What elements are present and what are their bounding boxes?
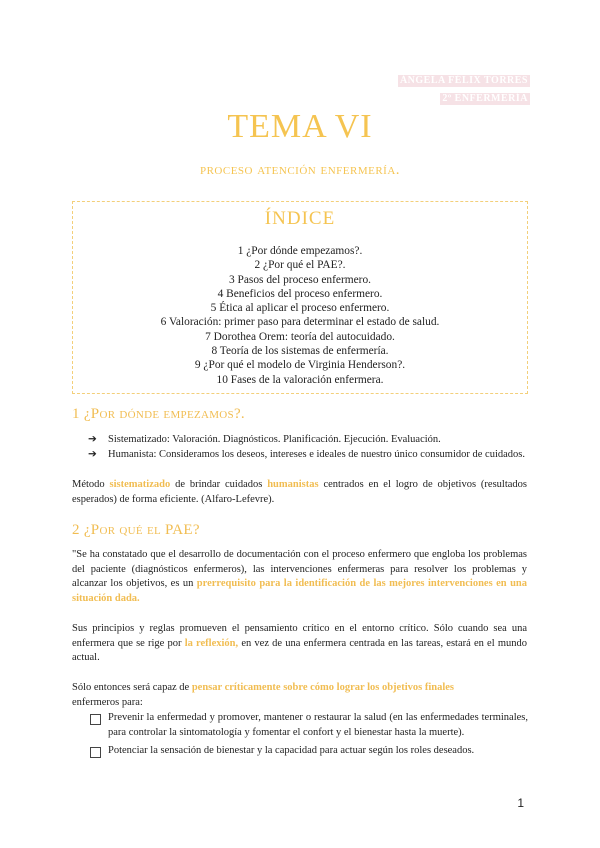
index-item: 7 Dorothea Orem: teoría del autocuidado. (205, 330, 395, 343)
index-item: 6 Valoración: primer paso para determinar el estado de salud. (160, 316, 440, 329)
text-run: enfermeros para: (72, 696, 143, 708)
highlight-text: humanistas (267, 479, 319, 490)
section-1-heading: 1 ¿Por dónde empezamos?. (72, 406, 245, 422)
author-block (398, 70, 530, 106)
list-item (90, 711, 528, 740)
index-item: 9 ¿Por qué el modelo de Virginia Henderson?. (194, 359, 406, 372)
text-run: en vez de una enfermera centrada en las tareas, estará en el mundo actual. (72, 637, 527, 663)
section-2-heading: 2 ¿Por qué el PAE? (72, 522, 200, 538)
list-item (90, 744, 528, 759)
index-item: 10 Fases de la valoración enfermera. (216, 373, 384, 386)
text-run: de brindar cuidados (170, 479, 268, 490)
index-heading: ÍNDICE (264, 208, 336, 229)
highlight-text: la reflexión, (184, 637, 239, 649)
page-number: 1 (517, 796, 524, 810)
list-item (88, 448, 528, 462)
section-2-checklist (90, 711, 528, 763)
section-2-paragraph-2 (72, 622, 527, 666)
arrow-icon: ➔ (88, 449, 97, 460)
bullet-text: Humanista: Consideramos los deseos, intereses e ideales de nuestro único consumidor de cuidados. (108, 449, 525, 460)
author-name: ÁNGELA FÉLIX TORRES (399, 75, 528, 86)
check-text: Prevenir la enfermedad y promover, mantener o restaurar la salud (en las enfermedades terminales, para controlar la sintomatología y fomentar el confort y el bienestar hasta la muerte). (108, 712, 528, 738)
author-course: 2º ENFERMERÍA (442, 93, 528, 104)
index-item: 4 Beneficios del proceso enfermero. (217, 287, 383, 300)
index-list (73, 244, 527, 387)
list-item (88, 433, 528, 447)
index-item: 8 Teoría de los sistemas de enfermería. (211, 345, 389, 358)
check-text: Potenciar la sensación de bienestar y la capacidad para actuar según los roles deseados. (108, 745, 475, 756)
index-box (72, 201, 528, 394)
section-2-paragraph-1 (72, 548, 527, 606)
index-item: 3 Pasos del proceso enfermero. (228, 273, 372, 286)
section-2-paragraph-3 (72, 681, 527, 710)
highlight-text: sistematizado (109, 479, 171, 490)
page-title: TEMA VI (227, 108, 373, 145)
section-1-paragraph (72, 478, 527, 507)
highlight-text: prerrequisito para la identificación de las mejores intervenciones en una situación dada. (72, 578, 527, 604)
checkbox-icon (90, 714, 101, 725)
index-item: 2 ¿Por qué el PAE?. (254, 259, 346, 272)
text-run: Método (72, 479, 110, 490)
arrow-icon: ➔ (88, 434, 97, 445)
bullet-text: Sistematizado: Valoración. Diagnósticos. Planificación. Ejecución. Evaluación. (108, 434, 441, 445)
page-subtitle: proceso atención enfermería. (199, 162, 401, 178)
text-run: Sólo entonces será capaz de (72, 682, 192, 693)
index-item: 1 ¿Por dónde empezamos?. (237, 245, 363, 257)
text-run: centrados en el logro de objetivos (resultados esperados) de forma eficiente. (Alfaro-Lefevre). (72, 479, 527, 505)
section-1-bullets (88, 433, 528, 463)
checkbox-icon (90, 747, 101, 758)
index-item: 5 Ética al aplicar el proceso enfermero. (210, 302, 390, 315)
highlight-text: pensar críticamente sobre cómo lograr los objetivos finales (191, 682, 454, 693)
text-run: Sus principios y reglas promueven el pensamiento crítico en el entorno crítico. Sólo cuando sea una enfermera que se rige por (72, 623, 527, 649)
text-run: "Se ha constatado que el desarrollo de documentación con el proceso enfermero que engloba los problemas del paciente (diagnósticos enfermeros), las intervenciones enfermeras para resolver los problemas y alcanzar los objetivos, es un (72, 549, 527, 589)
